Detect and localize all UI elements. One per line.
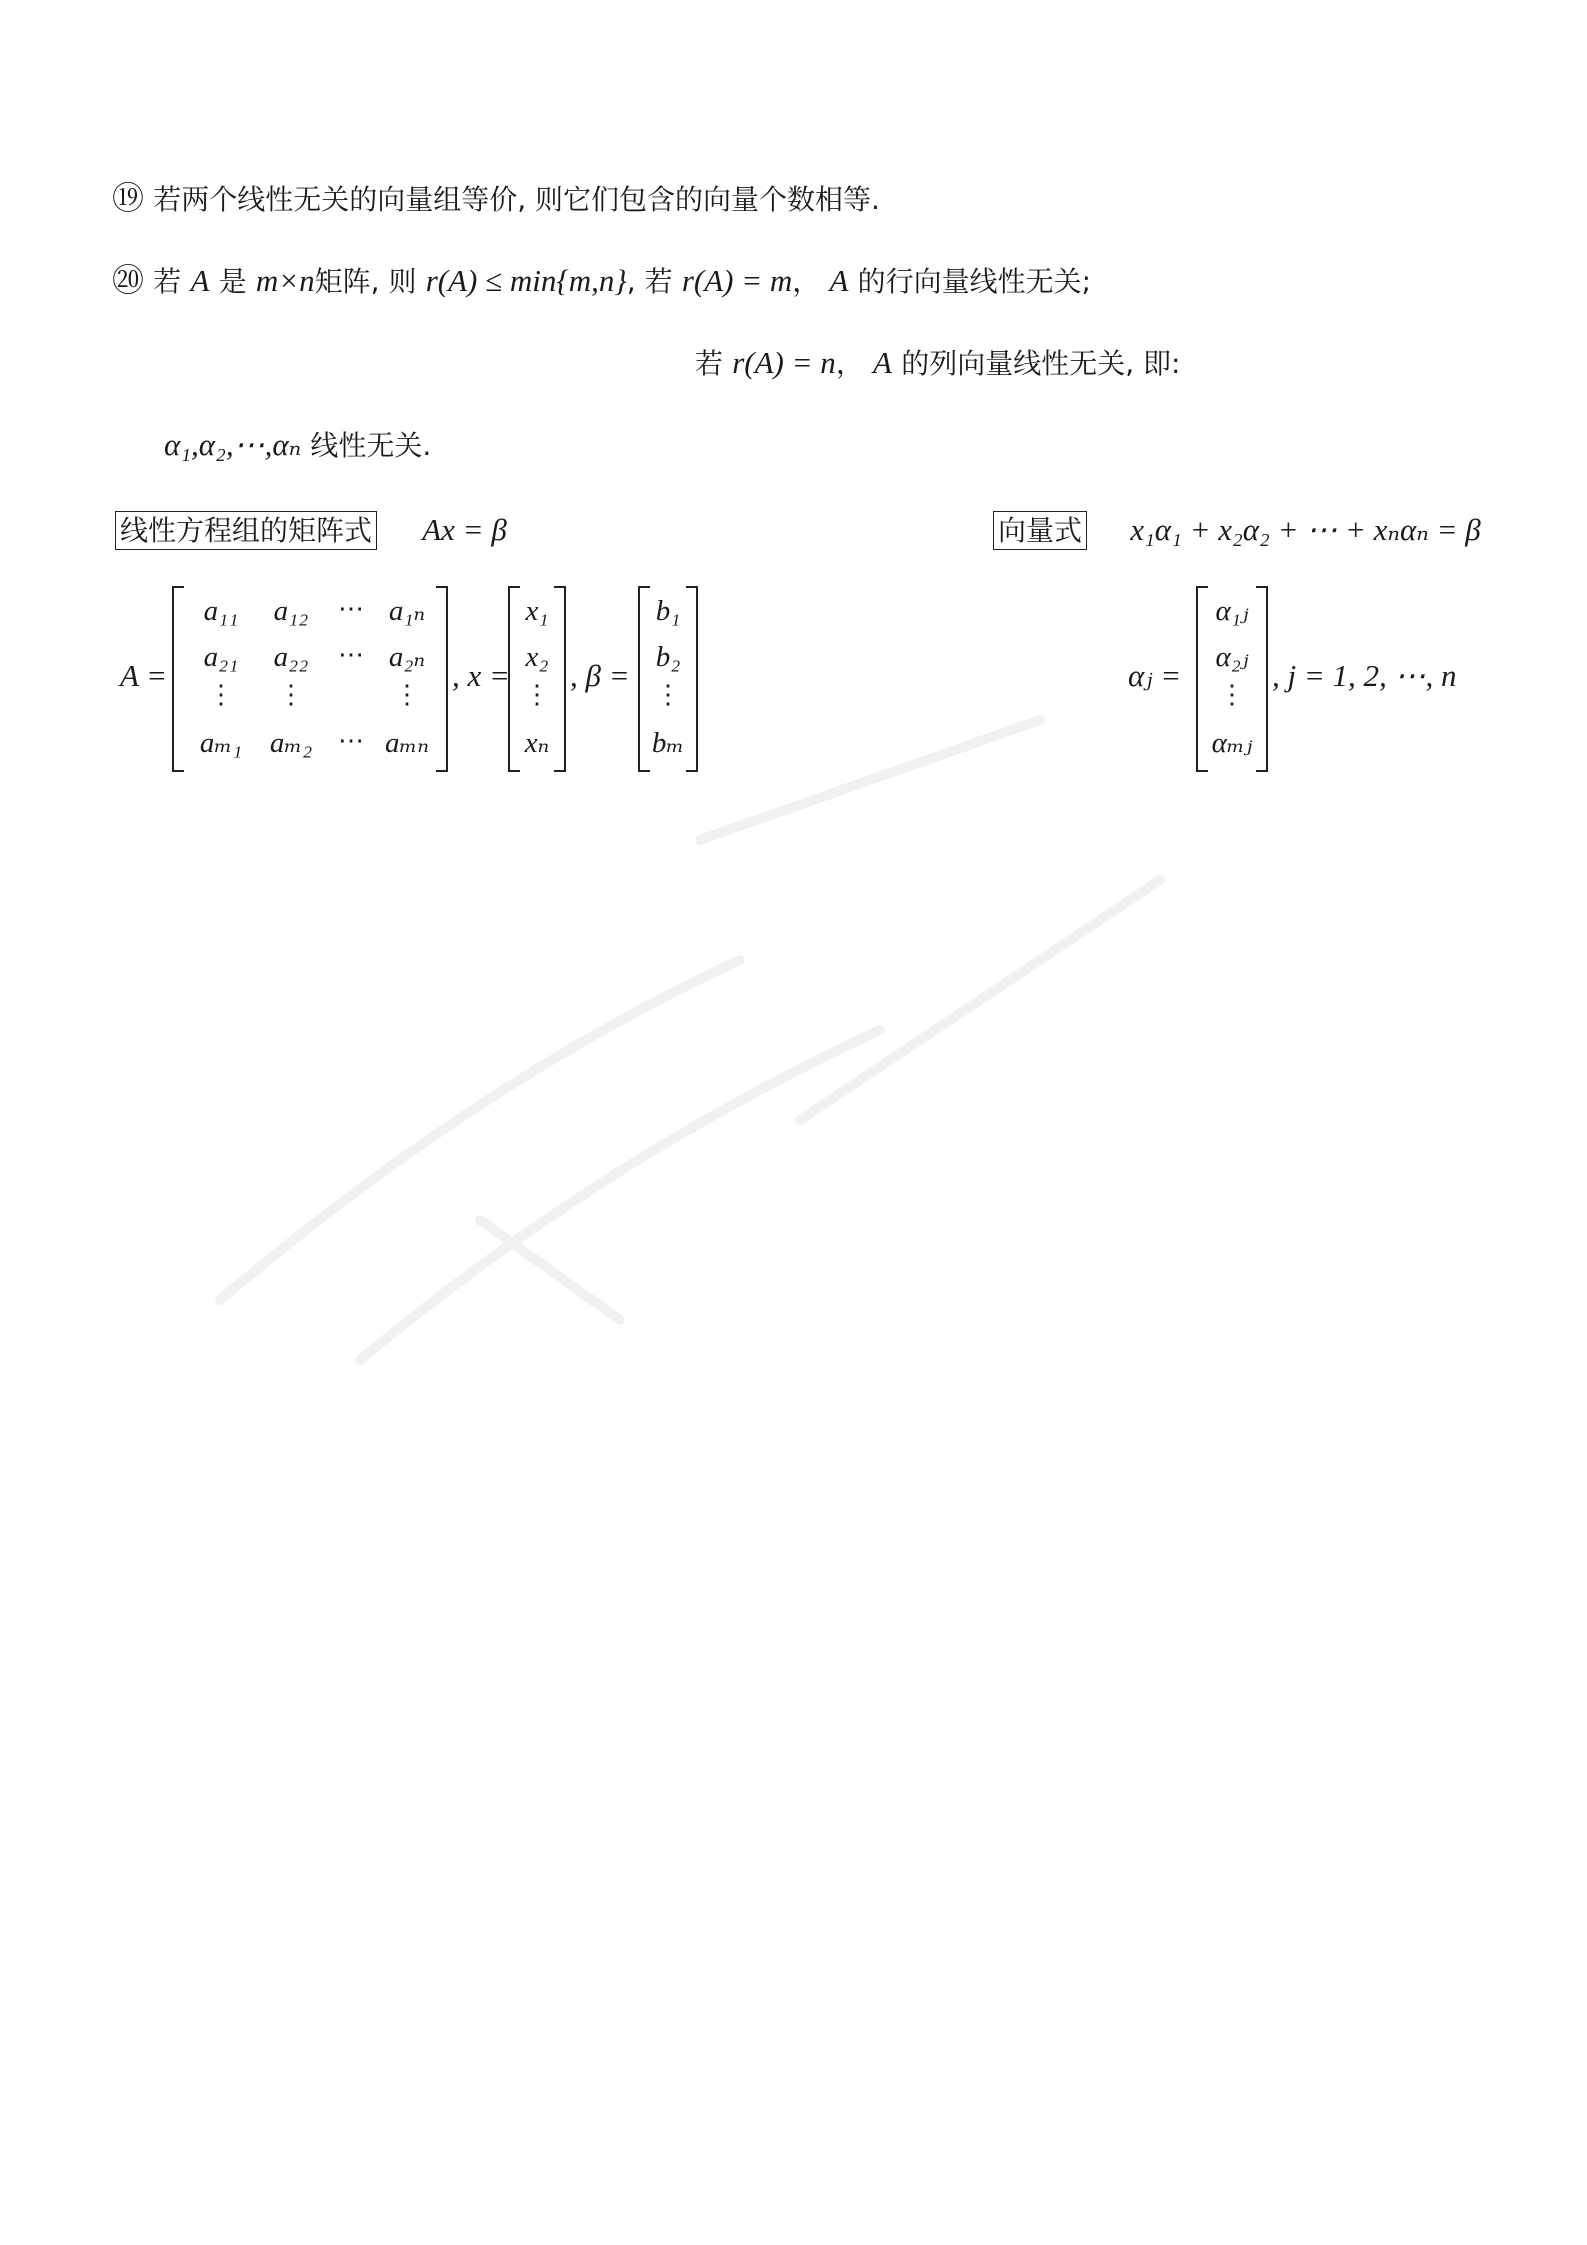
item-20: ⑳ 若 A 是 m×n矩阵, 则 r(A) ≤ min{m,n}, 若 r(A) = m， A 的行向量线性无关; <box>112 261 1092 299</box>
watermark-graphic <box>180 700 1280 1400</box>
vector-form-label: 向量式 <box>993 511 1087 550</box>
matrix-a-cell: ⋮ <box>208 680 234 709</box>
item-19 <box>112 178 880 220</box>
rank-eq-m: r(A) = m <box>681 263 793 298</box>
vector-x <box>508 586 566 772</box>
matrix-a-prefix: A = <box>120 658 168 693</box>
vector-x-cell: x₂ <box>525 641 549 673</box>
vector-alpha-cell: α₁ⱼ <box>1215 595 1249 627</box>
matrix-a-cell: ⋮ <box>394 680 420 709</box>
matrix-a-cell: ⋯ <box>338 726 364 755</box>
vector-form-heading <box>993 510 1481 551</box>
matrix-a-cell: ⋮ <box>278 680 304 709</box>
matrix-a-cell: aₘₙ <box>384 727 430 759</box>
vector-b-cell: bₘ <box>651 727 685 759</box>
vector-b-cell: b₂ <box>655 641 681 673</box>
vector-x-cell: x₁ <box>525 595 549 627</box>
alpha-list: α₁,α₂,⋯,αₙ <box>164 427 302 462</box>
vector-alpha-cell: α₂ⱼ <box>1215 641 1249 673</box>
matrix-a-cell: a₂₁ <box>203 641 239 673</box>
vector-b-cell: b₁ <box>655 595 681 627</box>
vector-alpha-cell: ⋮ <box>1219 680 1245 709</box>
matrix-form-heading <box>115 510 507 551</box>
j-range: , j = 1, 2, ⋯, n <box>1272 658 1457 693</box>
matrix-a-cell: ⋯ <box>338 594 364 623</box>
matrix-form-label: 线性方程组的矩阵式 <box>115 511 377 550</box>
item-text: 若两个线性无关的向量组等价, 则它们包含的向量个数相等. <box>153 183 880 216</box>
alpha-j-prefix: αⱼ = <box>1128 658 1182 693</box>
matrix-a-cell: ⋯ <box>338 640 364 669</box>
matrix-a-cell: a₁₁ <box>203 595 239 627</box>
item-20-line-2: 若 r(A) = n， A 的列向量线性无关, 即: <box>695 345 1181 380</box>
item-20-line-3: α₁,α₂,⋯,αₙ 线性无关. <box>164 427 432 462</box>
vector-b-cell: ⋮ <box>655 680 681 709</box>
matrix-a-cell: a₁₂ <box>273 595 309 627</box>
matrix-a-cell: a₁ₙ <box>388 595 426 627</box>
item-number: ⑲ <box>112 179 145 217</box>
matrix-a-cell: a₂ₙ <box>388 641 426 673</box>
rank-bound: r(A) ≤ min{m,n} <box>425 263 627 298</box>
vector-alpha-j <box>1196 586 1268 772</box>
bracket-left <box>172 586 184 772</box>
vector-x-prefix: , x = <box>452 658 510 693</box>
vector-x-cell: xₙ <box>524 727 550 759</box>
vector-x-cell: ⋮ <box>524 680 550 709</box>
matrix-a <box>172 586 448 772</box>
vector-alpha-cell: αₘⱼ <box>1211 727 1253 759</box>
vector-b-prefix: , β = <box>570 658 630 693</box>
item-number: ⑳ <box>112 261 145 299</box>
matrix-a-cell: a₂₂ <box>273 641 309 673</box>
matrix-a-cell: aₘ₁ <box>199 727 243 759</box>
vector-b <box>638 586 698 772</box>
matrix-form-equation: Ax = β <box>422 512 507 547</box>
rank-eq-n: r(A) = n <box>732 345 836 380</box>
vector-form-equation: x₁α₁ + x₂α₂ + ⋯ + xₙαₙ = β <box>1130 512 1481 547</box>
matrix-a-cell: aₘ₂ <box>269 727 313 759</box>
